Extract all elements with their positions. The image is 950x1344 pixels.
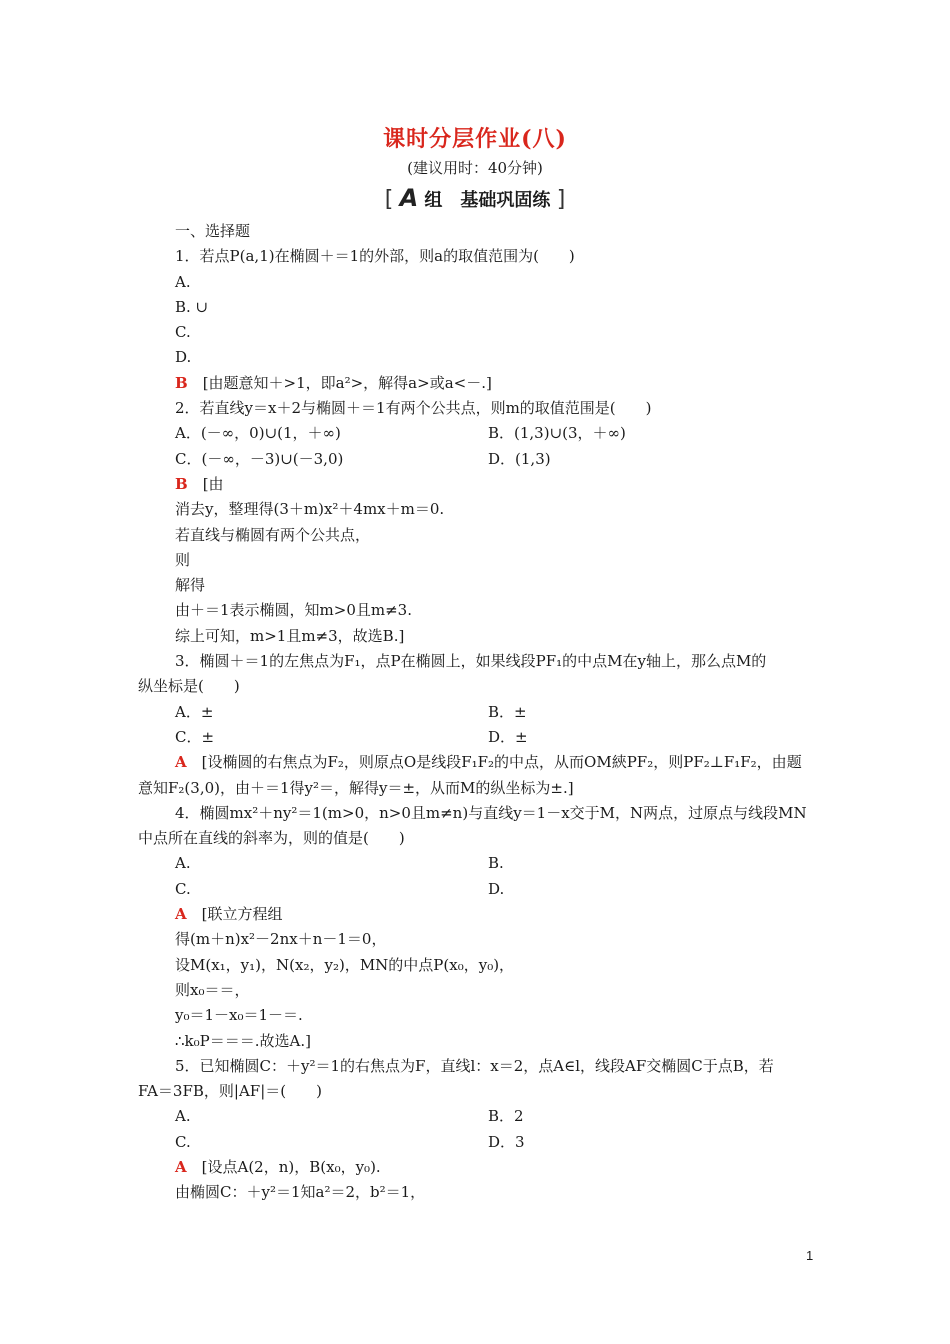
exercise-content: [138, 219, 818, 1206]
option-row: [138, 1104, 818, 1129]
line-text: 若直线与椭圆有两个公共点，: [175, 525, 371, 544]
line-text: 得(m＋n)x²－2nx＋n－1＝0，: [175, 930, 387, 949]
text-line: [138, 1180, 818, 1205]
text-line: [138, 927, 818, 952]
line-text: 2．若直线y＝x＋2与椭圆＋＝1有两个公共点，则m的取值范围是( ): [175, 399, 652, 418]
text-line: [138, 219, 818, 244]
option-right: D.: [488, 879, 505, 898]
line-text: B. ∪: [175, 297, 209, 316]
option-right: B．±: [488, 702, 527, 721]
text-line: [138, 270, 818, 295]
answer-line: [138, 371, 818, 396]
line-text: [设点A(2，n)，B(x₀，y₀).: [186, 1157, 381, 1176]
text-line: [138, 320, 818, 345]
text-line: [138, 1079, 818, 1104]
page-number: 1: [806, 1248, 814, 1263]
text-line: [138, 598, 818, 623]
option-right: B.: [488, 854, 504, 873]
answer-label: A: [175, 753, 187, 772]
line-text: FA＝3FB，则|AF|＝( ): [138, 1082, 322, 1101]
line-text: 则: [175, 550, 191, 569]
bracket-close: ]: [556, 187, 566, 212]
answer-label: A: [175, 1157, 187, 1176]
answer-line: [138, 472, 818, 497]
text-line: [138, 1003, 818, 1028]
option-row: [138, 700, 818, 725]
text-line: [138, 826, 818, 851]
option-right: D．±: [488, 727, 528, 746]
option-left: C.: [175, 879, 191, 898]
line-text: A.: [175, 272, 191, 291]
line-text: 综上可知，m>1且m≠3，故选B.]: [175, 626, 405, 645]
option-right: D．(1,3): [488, 449, 551, 468]
text-line: [138, 801, 818, 826]
text-line: [138, 1054, 818, 1079]
text-line: [138, 978, 818, 1003]
suggested-time: (建议用时：40分钟): [407, 159, 543, 177]
line-text: 由椭圆C：＋y²＝1知a²＝2，b²＝1，: [175, 1183, 426, 1202]
option-left: A.: [175, 1107, 191, 1126]
answer-label: A: [175, 905, 187, 924]
text-line: [138, 244, 818, 269]
line-text: 3．椭圆＋＝1的左焦点为F₁，点P在椭圆上，如果线段PF₁的中点M在y轴上，那么点M的: [175, 652, 767, 671]
line-text: [由题意知＋>1，即a²>，解得a>或a<－.]: [187, 373, 492, 392]
text-line: [138, 396, 818, 421]
option-left: A．±: [175, 702, 214, 721]
text-line: [138, 953, 818, 978]
line-text: 意知F₂(3,0)，由＋＝1得y²＝，解得y＝±，从而M的纵坐标为±.]: [138, 778, 574, 797]
text-line: [138, 573, 818, 598]
answer-label: B: [175, 474, 188, 493]
group-label: 组 基础巩固练: [424, 190, 551, 211]
text-line: [138, 523, 818, 548]
option-row: [138, 851, 818, 876]
line-text: [由: [187, 474, 224, 493]
text-line: [138, 497, 818, 522]
text-line: [138, 295, 818, 320]
line-text: D.: [175, 348, 192, 367]
option-row: [138, 421, 818, 446]
line-text: 1．若点P(a,1)在椭圆＋＝1的外部，则a的取值范围为( ): [175, 247, 575, 266]
option-left: C．(－∞，－3)∪(－3,0): [175, 449, 344, 468]
option-right: B．(1,3)∪(3，＋∞): [488, 424, 626, 443]
option-left: A．(－∞，0)∪(1，＋∞): [175, 424, 341, 443]
option-row: [138, 725, 818, 750]
line-text: 一、选择题: [175, 222, 251, 240]
text-line: [138, 649, 818, 674]
option-left: C．±: [175, 727, 215, 746]
option-row: [138, 1130, 818, 1155]
text-line: [138, 776, 818, 801]
line-text: C.: [175, 323, 191, 342]
option-row: [138, 877, 818, 902]
option-left: C.: [175, 1132, 191, 1151]
line-text: 由＋＝1表示椭圆，知m>0且m≠3.: [175, 601, 412, 620]
text-line: [138, 674, 818, 699]
page-title: 课时分层作业(八): [383, 126, 567, 152]
text-line: [138, 345, 818, 370]
group-letter: A: [399, 184, 419, 212]
answer-line: [138, 750, 818, 775]
option-right: D．3: [488, 1132, 525, 1151]
option-right: B．2: [488, 1107, 524, 1126]
line-text: 5．已知椭圆C：＋y²＝1的右焦点为F，直线l：x＝2，点A∈l，线段AF交椭圆C于点B，若: [175, 1056, 774, 1075]
text-line: [138, 1029, 818, 1054]
line-text: [设椭圆的右焦点为F₂，则原点O是线段F₁F₂的中点，从而OM綊PF₂，则PF₂⊥F₁F₂，由题: [186, 753, 802, 772]
line-text: 消去y，整理得(3＋m)x²＋4mx＋m＝0.: [175, 500, 445, 519]
line-text: ∴k₀P＝＝＝.故选A.]: [175, 1031, 311, 1050]
line-text: [联立方程组: [186, 905, 283, 924]
text-line: [138, 624, 818, 649]
option-left: A.: [175, 854, 191, 873]
line-text: 纵坐标是( ): [138, 677, 240, 696]
line-text: y₀＝1－x₀＝1－＝.: [175, 1006, 303, 1025]
line-text: 则x₀＝＝，: [175, 980, 250, 999]
option-row: [138, 447, 818, 472]
answer-label: B: [175, 373, 188, 392]
answer-line: [138, 902, 818, 927]
section-heading: [0, 184, 950, 212]
answer-line: [138, 1155, 818, 1180]
line-text: 解得: [175, 576, 206, 595]
line-text: 设M(x₁，y₁)，N(x₂，y₂)，MN的中点P(x₀，y₀)，: [175, 955, 515, 974]
text-line: [138, 548, 818, 573]
bracket-open: [: [384, 187, 394, 212]
line-text: 中点所在直线的斜率为，则的值是( ): [138, 829, 405, 848]
line-text: 4．椭圆mx²＋ny²＝1(m>0，n>0且m≠n)与直线y＝1－x交于M，N两点，过原点与线段MN: [175, 803, 807, 822]
